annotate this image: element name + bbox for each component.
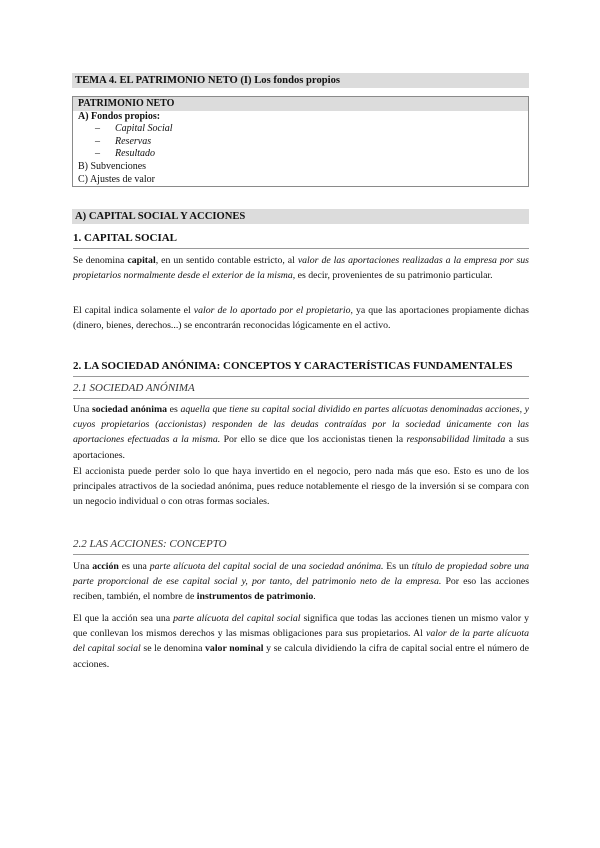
dash-bullet: – — [95, 135, 100, 147]
scheme-item-label: Resultado — [115, 148, 155, 160]
paragraph-accionista: El accionista puede perder solo lo que haya invertido en el negocio, pero nada más que eso. Esto es uno de los principales atractivos de la sociedad anónima, pues reduce notablemente el riesgo de la inversión si se compara con un negocio individual o con otras formas sociales. — [73, 466, 529, 508]
heading-sociedad-anonima-section: 2. LA SOCIEDAD ANÓNIMA: CONCEPTOS Y CARACTERÍSTICAS FUNDAMENTALES — [73, 360, 513, 372]
paragraph-accion-definition: Una acción es una parte alícuota del capital social de una sociedad anónima. Es un título de propiedad sobre una parte proporcional de ese capital social y, por tanto, del patrimonio neto de la empresa. Por eso las acciones reciben, también, el nombre de instrumentos de patrimonio. — [73, 561, 530, 603]
paragraph-sociedad-anonima-definition: Una sociedad anónima es aquella que tiene su capital social dividido en partes alícuotas denominadas acciones, y cuyos propietarios (accionistas) responden de las deudas contraídas por la sociedad únicamente con las aportaciones efectuadas a la misma. Por ello se dice que los accionistas tienen la responsabilidad limitada a sus aportaciones. — [73, 404, 530, 461]
subheading-rule — [73, 554, 529, 555]
scheme-c-label: C) Ajustes de valor — [78, 173, 155, 185]
heading-rule — [73, 376, 529, 377]
heading-capital-social: 1. CAPITAL SOCIAL — [73, 232, 178, 244]
scheme-b-label: B) Subvenciones — [78, 160, 147, 172]
scheme-item — [73, 136, 528, 149]
scheme-item — [73, 123, 528, 136]
subheading-2-1: 2.1 SOCIEDAD ANÓNIMA — [73, 382, 195, 394]
paragraph-valor-nominal: El que la acción sea una parte alícuota del capital social significa que todas las acciones tienen un mismo valor y que conllevan los mismos derechos y las mismas obligaciones para sus propietarios. Al valor de la parte alícuota del capital social se le denomina valor nominal y se calcula dividiendo la cifra de capital social entre el número de acciones. — [73, 613, 529, 670]
paragraph-capital-definition: Se denomina capital, en un sentido contable estricto, al valor de las aportaciones realizadas a la empresa por sus propietarios normalmente desde el exterior de la misma, es decir, provenientes de su patrimonio particular. — [73, 255, 529, 282]
subheading-rule — [73, 398, 529, 399]
document-title: TEMA 4. EL PATRIMONIO NETO (I) Los fondos propios — [72, 73, 529, 88]
scheme-header: PATRIMONIO NETO — [73, 97, 528, 111]
dash-bullet: – — [95, 148, 100, 160]
scheme-item-label: Reservas — [115, 135, 152, 147]
scheme-item-label: Capital Social — [115, 123, 173, 135]
subheading-2-2: 2.2 LAS ACCIONES: CONCEPTO — [73, 538, 227, 550]
equity-scheme-box — [72, 96, 529, 187]
paragraph-capital-value: El capital indica solamente el valor de lo aportado por el propietario, ya que las aportaciones propiamente dichas (dinero, bienes, derechos...) se encontrarán reconocidas lógicamente en el activo. — [73, 305, 529, 332]
section-a-title: A) CAPITAL SOCIAL Y ACCIONES — [72, 209, 529, 224]
scheme-item — [73, 148, 528, 161]
scheme-a-label: A) Fondos propios: — [78, 110, 161, 122]
dash-bullet: – — [95, 123, 100, 135]
heading-rule — [73, 248, 529, 249]
